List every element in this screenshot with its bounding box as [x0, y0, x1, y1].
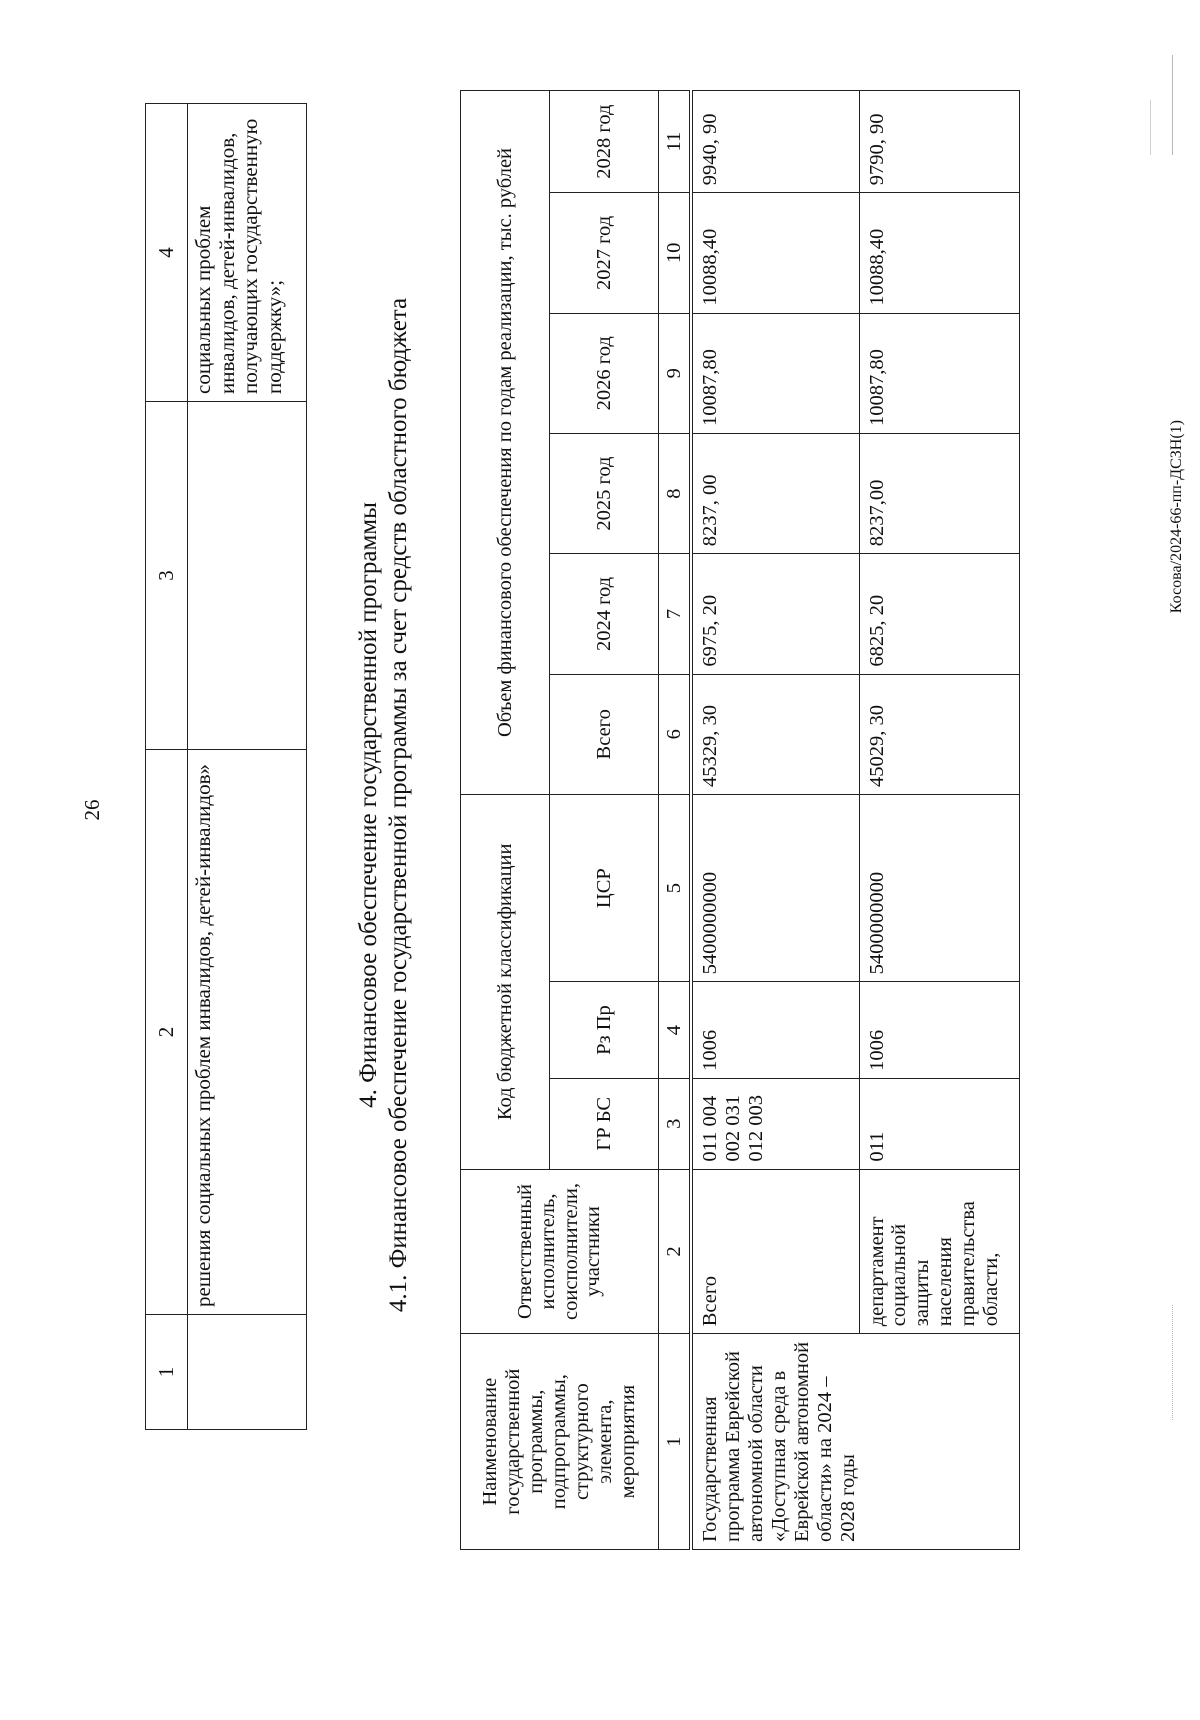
- subsection-heading: 4.1. Финансовое обеспечение государственной программы за счет средств областного бюджета: [385, 297, 412, 1313]
- column-number: 8: [659, 433, 692, 553]
- cell: [188, 1315, 307, 1430]
- header-2024: 2024 год: [550, 554, 659, 674]
- header-responsible: Ответственный исполнитель, соисполнители, участники: [461, 1169, 659, 1334]
- y2025-cell: 8237,00: [859, 433, 1019, 553]
- cell: решения социальных проблем инвалидов, детей-инвалидов»: [188, 750, 307, 1315]
- column-number: 5: [659, 794, 692, 981]
- total-cell: 45329, 30: [691, 674, 859, 794]
- table-row: [691, 91, 859, 1550]
- y2028-cell: 9790, 90: [859, 91, 1019, 193]
- y2027-cell: 10088,40: [691, 193, 859, 313]
- header-total: Всего: [550, 674, 659, 794]
- document-code: Косова/2024-66-пп-ДСЗН(1): [1168, 420, 1185, 614]
- y2024-cell: 6975, 20: [691, 554, 859, 674]
- program-name-cell: Государственная программа Еврейской автономной области «Доступная среда в Еврейской автономной области» на 2024 – 2028 годы: [691, 1334, 1019, 1550]
- y2028-cell: 9940, 90: [691, 91, 859, 193]
- section-heading: 4. Финансовое обеспечение государственной программы: [355, 502, 382, 1108]
- y2024-cell: 6825, 20: [859, 554, 1019, 674]
- cell: социальных проблем инвалидов, детей-инвалидов, получающих государственную поддержку»;: [188, 104, 307, 402]
- header-name: Наименование государственной программы, подпрограммы, структурного элемента, мероприятия: [461, 1334, 659, 1550]
- column-header: 2: [146, 750, 188, 1315]
- header-2025: 2025 год: [550, 433, 659, 553]
- y2027-cell: 10088,40: [859, 193, 1019, 313]
- page-number: 26: [80, 799, 104, 821]
- csr-cell: 5400000000: [859, 794, 1019, 981]
- column-number: 9: [659, 313, 692, 433]
- table-row: [859, 91, 1019, 1550]
- header-funding: Объем финансового обеспечения по годам реализации, тыс. рублей: [461, 91, 550, 795]
- column-number: 10: [659, 193, 692, 313]
- header-2026: 2026 год: [550, 313, 659, 433]
- column-number: 11: [659, 91, 692, 193]
- column-number: 1: [659, 1334, 692, 1550]
- column-number-row: [659, 91, 692, 1550]
- column-number: 3: [659, 1078, 692, 1169]
- finance-table: [460, 90, 1020, 1550]
- grbs-cell: 011: [859, 1078, 1019, 1169]
- rzpr-cell: 1006: [859, 982, 1019, 1079]
- column-number: 4: [659, 982, 692, 1079]
- grbs-cell: 011 004 002 031 012 003: [691, 1078, 859, 1169]
- rzpr-cell: 1006: [691, 982, 859, 1079]
- header-budget-code: Код бюджетной классификации: [461, 794, 550, 1169]
- scan-mark: [1172, 55, 1173, 155]
- responsible-cell: департамент социальной защиты населения правительства области,: [859, 1169, 1019, 1334]
- header-grbs: ГР БС: [550, 1078, 659, 1169]
- header-2028: 2028 год: [550, 91, 659, 193]
- y2026-cell: 10087,80: [691, 313, 859, 433]
- y2025-cell: 8237, 00: [691, 433, 859, 553]
- column-number: 6: [659, 674, 692, 794]
- column-header: 3: [146, 402, 188, 750]
- continuation-table: [145, 103, 307, 1430]
- continuation-row: [188, 104, 307, 1430]
- y2026-cell: 10087,80: [859, 313, 1019, 433]
- header-rzpr: Рз Пр: [550, 982, 659, 1079]
- finance-header-row: [461, 91, 550, 1550]
- header-2027: 2027 год: [550, 193, 659, 313]
- responsible-cell: Всего: [691, 1169, 859, 1334]
- scan-mark: [1172, 1305, 1173, 1420]
- continuation-header-row: [146, 104, 188, 1430]
- csr-cell: 5400000000: [691, 794, 859, 981]
- cell: [188, 402, 307, 750]
- column-number: 7: [659, 554, 692, 674]
- header-csr: ЦСР: [550, 794, 659, 981]
- total-cell: 45029, 30: [859, 674, 1019, 794]
- scan-mark: [1150, 100, 1151, 155]
- column-header: 4: [146, 104, 188, 402]
- column-header: 1: [146, 1315, 188, 1430]
- column-number: 2: [659, 1169, 692, 1334]
